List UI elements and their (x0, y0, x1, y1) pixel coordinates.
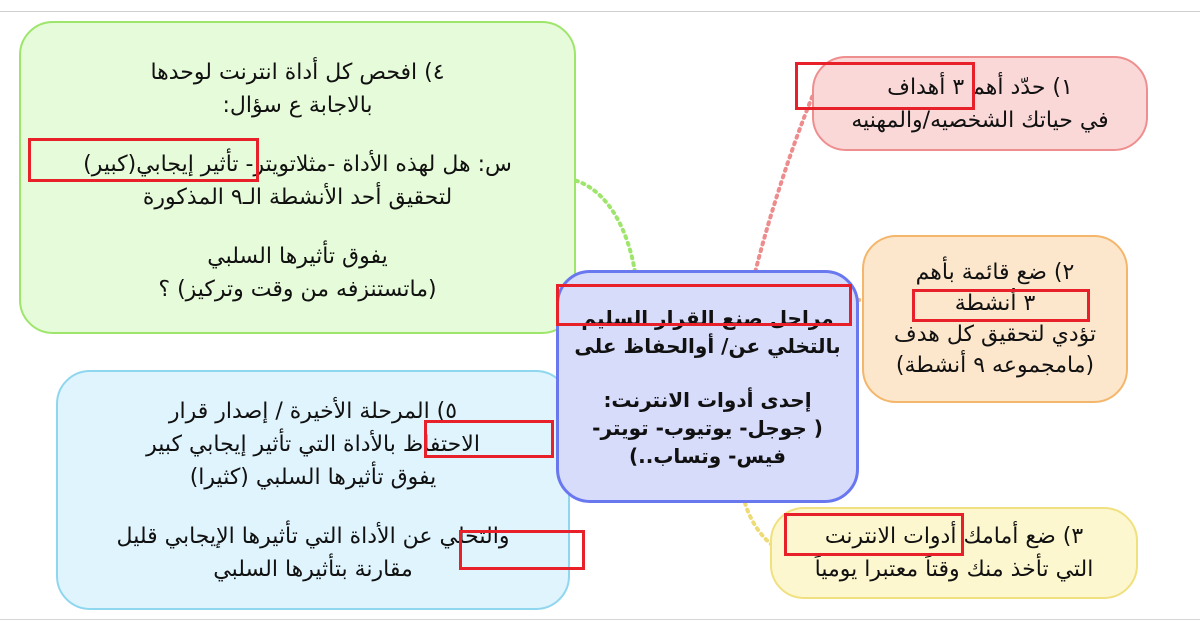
step2-line-2: ٣ أنشطة (954, 291, 1036, 316)
step5-line-5: والتخلي عن الأداة التي تأثيرها الإيجابي قليل (116, 523, 510, 549)
step5-line-1: ٥) المرحلة الأخيرة / إصدار قرار (168, 398, 458, 424)
center-line-2: بالتخلي عن/ أوالحفاظ على (574, 333, 841, 358)
center-line-5: ( جوجل- يوتيوب- تويتر- (592, 415, 823, 440)
step4-line-7: يفوق تأثيرها السلبي (207, 243, 388, 269)
step4-line-5: لتحقيق أحد الأنشطة الـ٩ المذكورة (142, 184, 453, 210)
step4-line-2: بالاجابة ع سؤال: (222, 92, 373, 118)
step2-line-4: (مامجموعه ٩ أنشطة) (895, 353, 1095, 378)
highlight-step2-three (912, 289, 1090, 322)
step1-line-2: في حياتك الشخصيه/والمهنيه (851, 107, 1109, 133)
center-line-4: إحدى أدوات الانترنت: (603, 387, 812, 412)
center-line-6: فيس- وتساب..) (628, 443, 787, 468)
step4-line-8: (ماتستنزفه من وقت وتركيز) ؟ (158, 276, 437, 302)
connector-step1 (752, 90, 815, 285)
center-line-1: مراحل صنع القرار السليم (581, 305, 834, 330)
step5-line-2: الاحتفاظ بالأداة التي تأثير إيجابي كبير (146, 431, 480, 457)
highlight-center-title (556, 284, 852, 326)
step4-line-4: س: هل لهذه الأداة -مثلاتويتر- تأثير إيجابي(كبير) (83, 151, 512, 177)
step3-line-2: التي تأخذ منك وقتاً معتبرا يومياً (814, 557, 1094, 582)
highlight-step5-drop (459, 530, 585, 570)
highlight-step5-keep (424, 420, 554, 458)
step5-line-3: يفوق تأثيرها السلبي (كثيرا) (189, 464, 437, 490)
highlight-step3-tools (784, 513, 964, 556)
step2-line-3: تؤدي لتحقيق كل هدف (893, 322, 1097, 347)
step5-line-6: مقارنة بتأثيرها السلبي (213, 556, 413, 582)
step5-node (56, 370, 570, 610)
connector-step3 (745, 503, 772, 545)
step2-line-1: ٢) ضع قائمة بأهم (915, 260, 1075, 285)
highlight-step4-big (28, 138, 259, 182)
connector-step4 (574, 180, 635, 272)
highlight-step1-three (795, 62, 975, 110)
step4-line-1: ٤) افحص كل أداة انترنت لوحدها (150, 59, 445, 85)
step1-line-1: ١) حدّد أهم ٣ أهداف (887, 74, 1073, 100)
step3-line-1: ٣) ضع أمامك أدوات الانترنت (824, 524, 1084, 549)
